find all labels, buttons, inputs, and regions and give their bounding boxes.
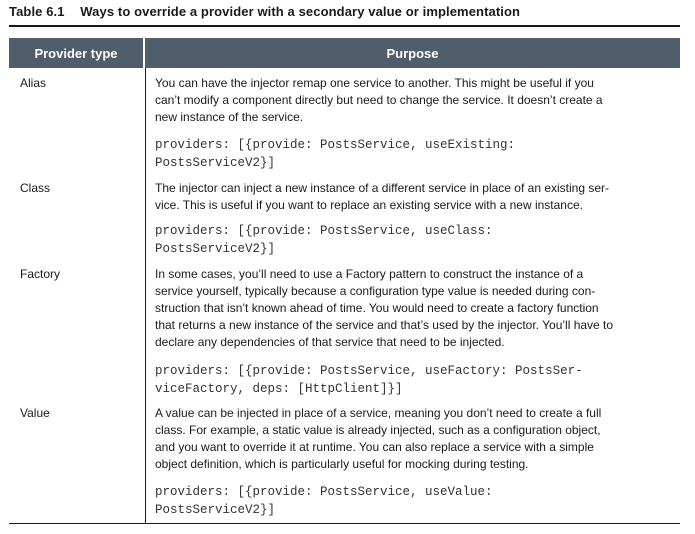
header-provider-type: Provider type	[9, 38, 143, 68]
row-type-value: Value	[20, 406, 50, 420]
table-caption	[9, 4, 520, 19]
top-rule	[9, 25, 680, 27]
table-number: Table 6.1	[9, 4, 65, 19]
row-code-class: providers: [{provide: PostsService, useClass: PostsServiceV2}]	[155, 224, 493, 256]
row-purpose-value: A value can be injected in place of a service, meaning you don’t need to create a full class. For example, a static value is already injected, such as a configuration object, and you want to override it at runtime. You can also replace a service with a simple object definition, which is particularly useful for mocking during testing.	[155, 406, 602, 471]
row-code-alias: providers: [{provide: PostsService, useExisting: PostsServiceV2}]	[155, 138, 516, 170]
row-type-factory: Factory	[20, 267, 61, 281]
row-type-class: Class	[20, 181, 51, 195]
table-header	[9, 38, 680, 68]
row-code-factory: providers: [{provide: PostsService, useFactory: PostsSer- viceFactory, deps: [HttpClient]}]	[155, 364, 583, 396]
header-purpose: Purpose	[145, 38, 680, 68]
row-purpose-alias: You can have the injector remap one service to another. This might be useful if you can’t modify a component directly but need to change the service. It doesn’t create a new instance of the service.	[155, 76, 603, 124]
table-title: Ways to override a provider with a secondary value or implementation	[80, 4, 521, 19]
row-code-value: providers: [{provide: PostsService, useValue: PostsServiceV2}]	[155, 485, 493, 517]
row-purpose-class: The injector can inject a new instance of a different service in place of an existing ser- vice. This is useful if you want to replace an existing service with a new instance.	[155, 181, 610, 212]
row-purpose-factory: In some cases, you’ll need to use a Factory pattern to construct the instance of a service yourself, typically because a configuration type value is needed during con- struction that isn’t known ahead of time. You would need to create a factory function that returns a new instance of the service and that’s used by the injector. You’ll have to declare any dependencies of that service that need to be injected.	[155, 267, 614, 349]
row-type-alias: Alias	[20, 76, 47, 90]
column-divider	[145, 68, 146, 523]
bottom-rule	[9, 523, 680, 524]
